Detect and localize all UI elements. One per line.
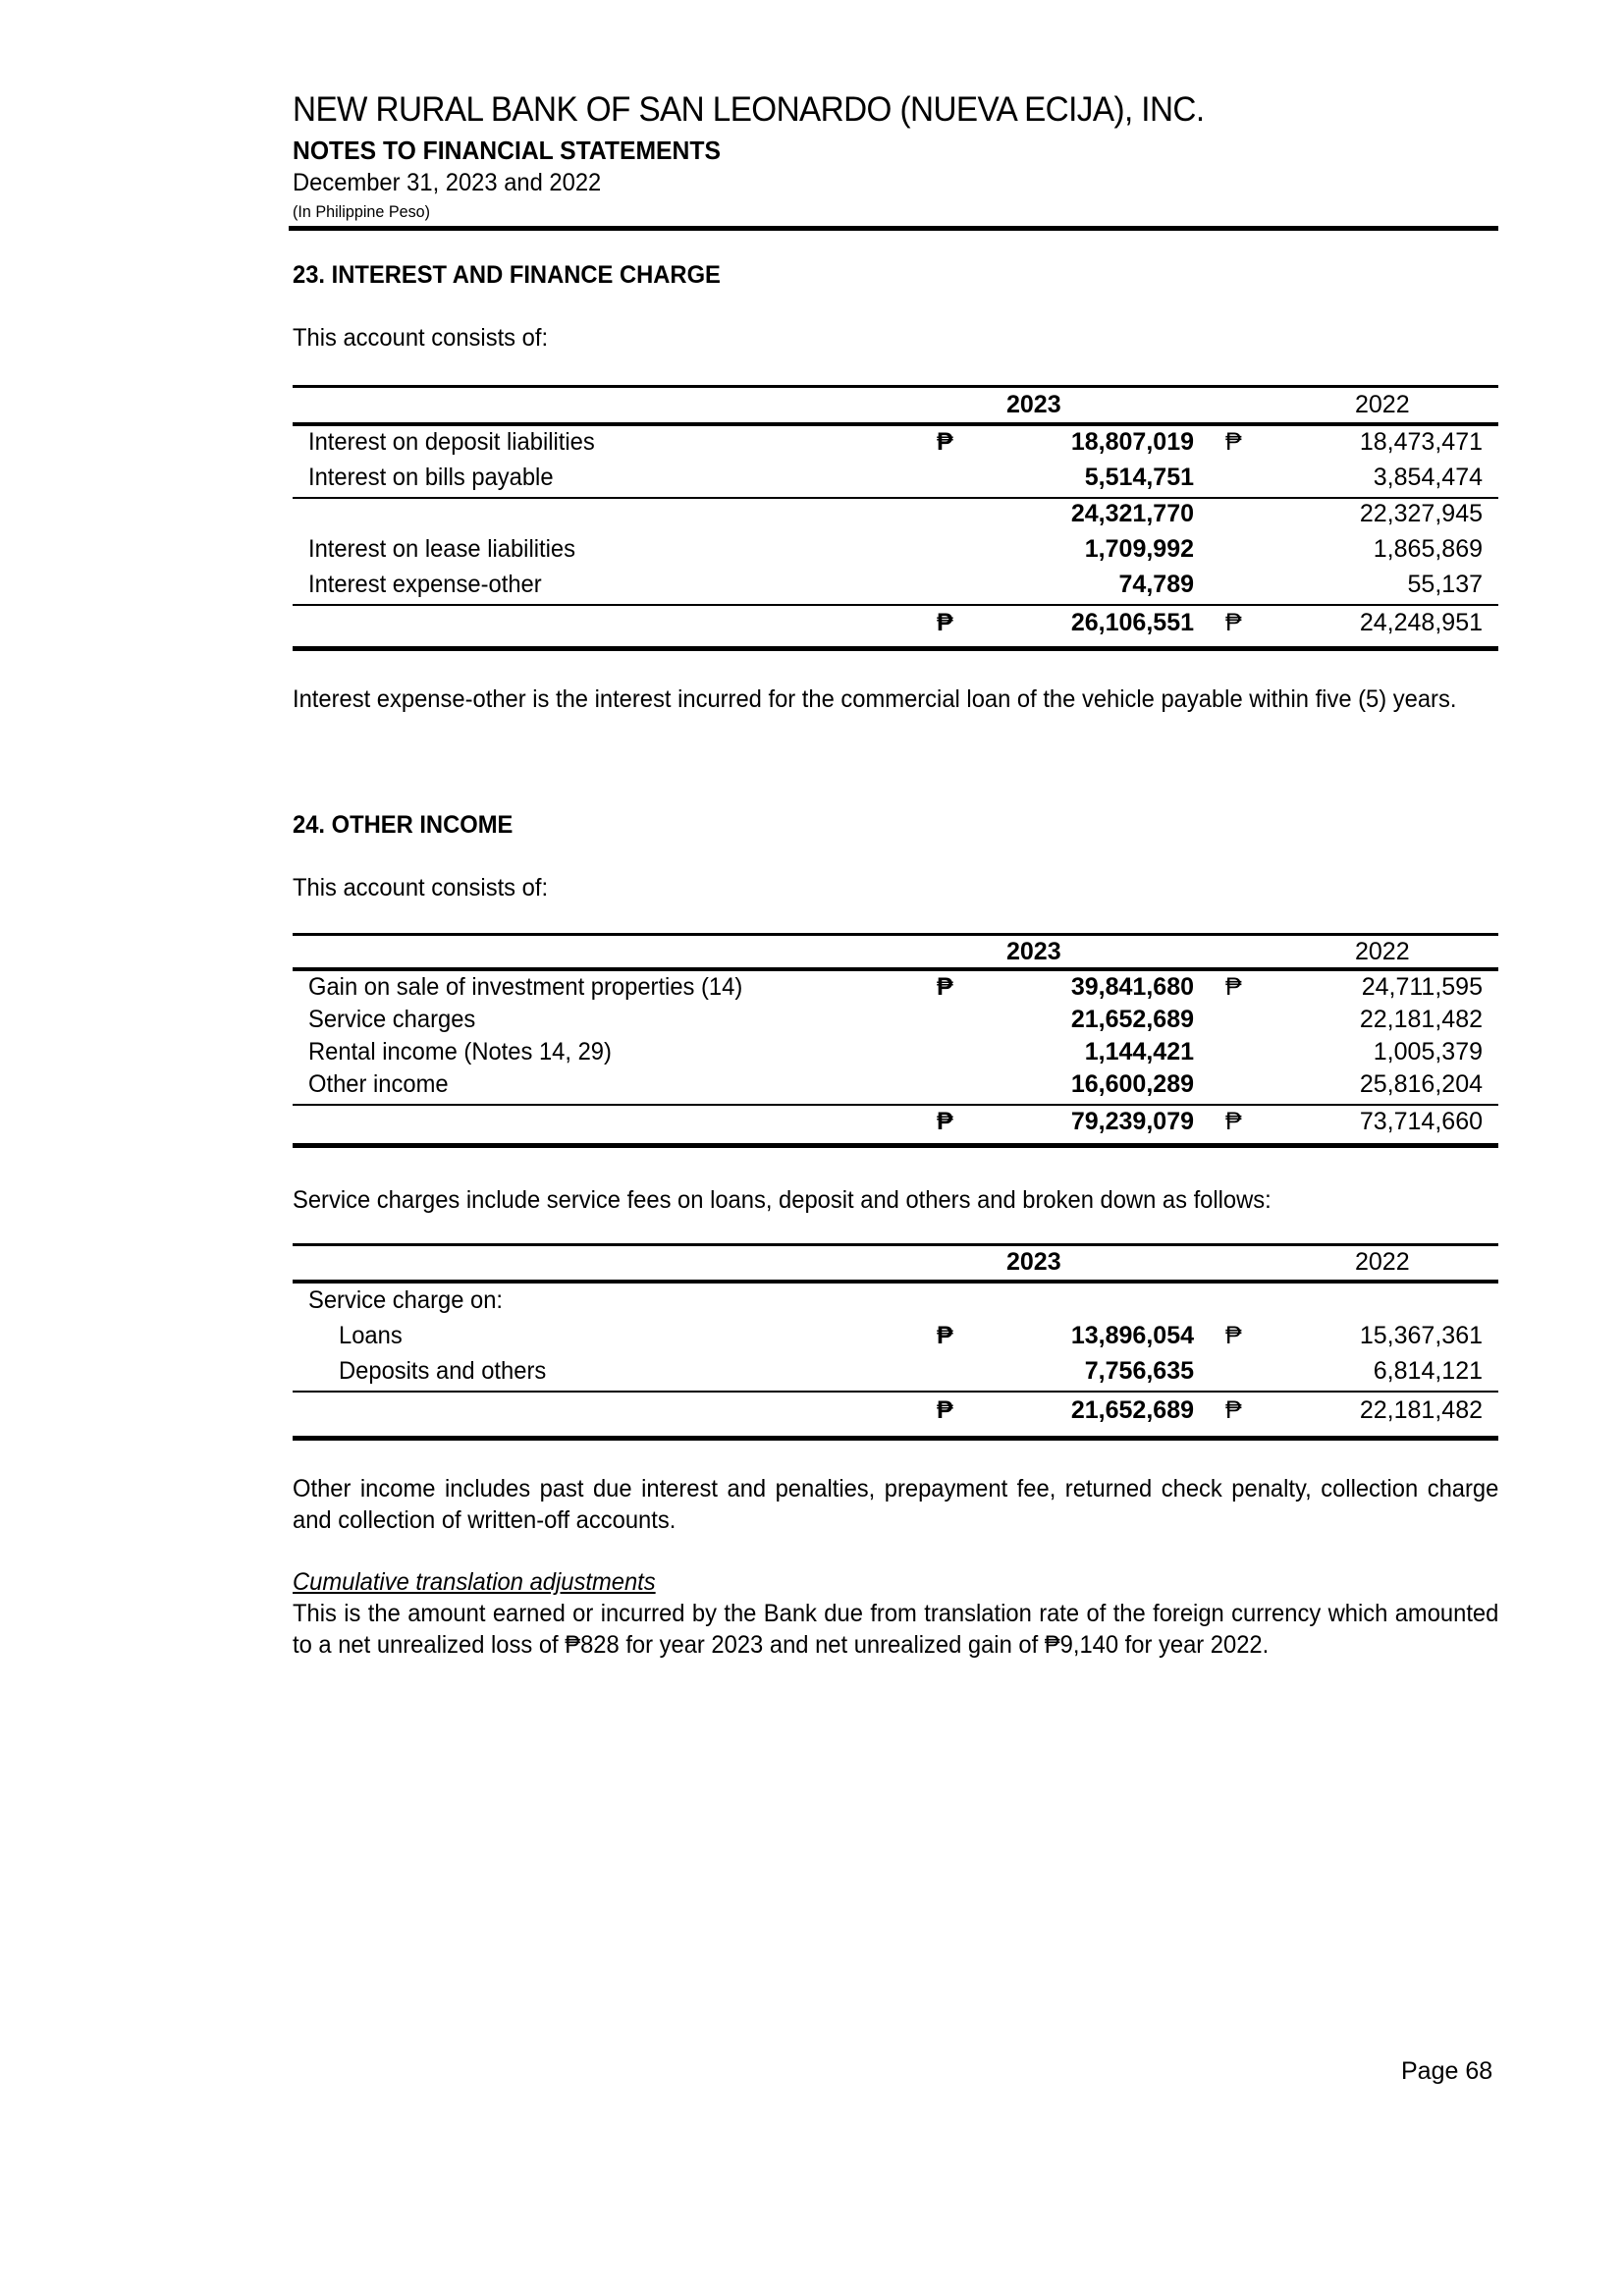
table-header-row <box>293 391 1498 426</box>
row-label: Interest on deposit liabilities <box>308 428 595 456</box>
peso-sign: ₱ <box>1225 1396 1242 1424</box>
other-income-note: Other income includes past due interest and penalties, prepayment fee, returned check penalty, collection charge and collection of written-off accounts. <box>293 1475 1499 1534</box>
cta-paragraph: This is the amount earned or incurred by the Bank due from translation rate of the foreign currency which amounted to a net unrealized loss of ₱828 for year 2023 and net unrealized gain of ₱9,140 for year 2022. <box>293 1600 1499 1659</box>
value-2023: 1,144,421 <box>1084 1038 1194 1066</box>
peso-sign: ₱ <box>937 973 953 1001</box>
table-row <box>293 535 1498 571</box>
value-2022: 1,865,869 <box>1373 535 1483 563</box>
peso-sign: ₱ <box>937 609 953 636</box>
value-2022: 55,137 <box>1407 571 1483 598</box>
value-2022: 18,473,471 <box>1359 428 1483 456</box>
peso-sign: ₱ <box>1225 609 1242 636</box>
value-2023: 39,841,680 <box>1070 973 1194 1001</box>
value-2023: 74,789 <box>1118 571 1194 598</box>
table-row <box>293 1357 1498 1393</box>
total-row <box>293 609 1498 644</box>
table-row <box>293 464 1498 499</box>
value-2022: 22,327,945 <box>1359 500 1483 527</box>
table-row <box>293 571 1498 606</box>
total-row <box>293 1108 1498 1143</box>
value-2023: 16,600,289 <box>1070 1070 1194 1098</box>
currency-unit: (In Philippine Peso) <box>293 202 431 221</box>
row-label: Loans <box>339 1322 403 1349</box>
column-header-2022: 2022 <box>1355 938 1410 965</box>
company-name: NEW RURAL BANK OF SAN LEONARDO (NUEVA ECIJA), INC. <box>293 90 1205 129</box>
peso-sign: ₱ <box>937 1108 953 1135</box>
section-24-heading: 24. OTHER INCOME <box>293 811 514 839</box>
peso-sign: ₱ <box>1225 1322 1242 1349</box>
section-23-heading: 23. INTEREST AND FINANCE CHARGE <box>293 261 721 289</box>
total-2022: 73,714,660 <box>1359 1108 1483 1135</box>
column-header-2023: 2023 <box>1006 938 1061 965</box>
value-2023: 24,321,770 <box>1070 500 1194 527</box>
column-header-2022: 2022 <box>1355 1248 1410 1276</box>
row-label: Interest on lease liabilities <box>308 535 575 563</box>
row-label: Gain on sale of investment properties (14) <box>308 973 743 1001</box>
table-row <box>293 1070 1498 1106</box>
column-header-2023: 2023 <box>1006 1248 1061 1276</box>
total-2023: 79,239,079 <box>1070 1108 1194 1135</box>
table-top-rule <box>293 933 1498 936</box>
value-2023: 21,652,689 <box>1070 1006 1194 1033</box>
value-2022: 24,711,595 <box>1361 973 1483 1001</box>
double-rule <box>293 1143 1498 1148</box>
value-2022: 6,814,121 <box>1373 1357 1483 1385</box>
group-label-row <box>293 1286 1498 1322</box>
value-2022: 25,816,204 <box>1359 1070 1483 1098</box>
table-top-rule <box>293 1243 1498 1246</box>
row-label: Rental income (Notes 14, 29) <box>308 1038 612 1066</box>
total-rule <box>293 604 1498 606</box>
total-row <box>293 1396 1498 1432</box>
total-2023: 26,106,551 <box>1070 609 1194 636</box>
total-2022: 24,248,951 <box>1359 609 1483 636</box>
table-row <box>293 1006 1498 1041</box>
subtotal-rule <box>293 497 1498 499</box>
table-row <box>293 1322 1498 1357</box>
table-top-rule <box>293 385 1498 388</box>
row-label: Interest expense-other <box>308 571 542 598</box>
section-24-intro: This account consists of: <box>293 874 549 902</box>
row-label: Deposits and others <box>339 1357 547 1385</box>
section-23-intro: This account consists of: <box>293 324 549 352</box>
row-label: Service charges <box>308 1006 476 1033</box>
column-header-2022: 2022 <box>1355 391 1410 418</box>
section-23-note: Interest expense-other is the interest incurred for the commercial loan of the vehicle payable within five (5) years. <box>293 685 1457 713</box>
double-rule <box>293 1436 1498 1441</box>
peso-sign: ₱ <box>937 428 953 456</box>
total-rule <box>293 1104 1498 1106</box>
value-2022: 15,367,361 <box>1359 1322 1483 1349</box>
value-2023: 18,807,019 <box>1070 428 1194 456</box>
value-2023: 1,709,992 <box>1084 535 1194 563</box>
page-number: Page 68 <box>1401 2057 1493 2085</box>
value-2022: 3,854,474 <box>1373 464 1483 491</box>
column-header-2023: 2023 <box>1006 391 1061 418</box>
value-2023: 13,896,054 <box>1070 1322 1194 1349</box>
cta-heading: Cumulative translation adjustments <box>293 1568 656 1596</box>
total-2022: 22,181,482 <box>1359 1396 1483 1424</box>
table-row <box>293 428 1498 464</box>
value-2022: 22,181,482 <box>1359 1006 1483 1033</box>
service-charges-intro: Service charges include service fees on loans, deposit and others and broken down as follows: <box>293 1186 1272 1214</box>
group-label: Service charge on: <box>308 1286 504 1314</box>
peso-sign: ₱ <box>1225 1108 1242 1135</box>
table-row <box>293 973 1498 1009</box>
statement-date: December 31, 2023 and 2022 <box>293 169 602 196</box>
row-label: Interest on bills payable <box>308 464 554 491</box>
table-header-rule <box>293 1280 1498 1284</box>
row-label: Other income <box>308 1070 449 1098</box>
table-header-rule <box>293 967 1498 971</box>
peso-sign: ₱ <box>1225 973 1242 1001</box>
subtotal-row <box>293 500 1498 535</box>
peso-sign: ₱ <box>1225 428 1242 456</box>
total-2023: 21,652,689 <box>1070 1396 1194 1424</box>
peso-sign: ₱ <box>937 1322 953 1349</box>
table-header-rule <box>293 422 1498 426</box>
document-subtitle: NOTES TO FINANCIAL STATEMENTS <box>293 136 721 165</box>
table-header-row <box>293 1248 1498 1284</box>
double-rule <box>293 646 1498 651</box>
total-rule <box>293 1391 1498 1393</box>
header-divider <box>289 226 1498 231</box>
table-row <box>293 1038 1498 1073</box>
peso-sign: ₱ <box>937 1396 953 1424</box>
value-2022: 1,005,379 <box>1373 1038 1483 1066</box>
value-2023: 7,756,635 <box>1084 1357 1194 1385</box>
value-2023: 5,514,751 <box>1084 464 1194 491</box>
